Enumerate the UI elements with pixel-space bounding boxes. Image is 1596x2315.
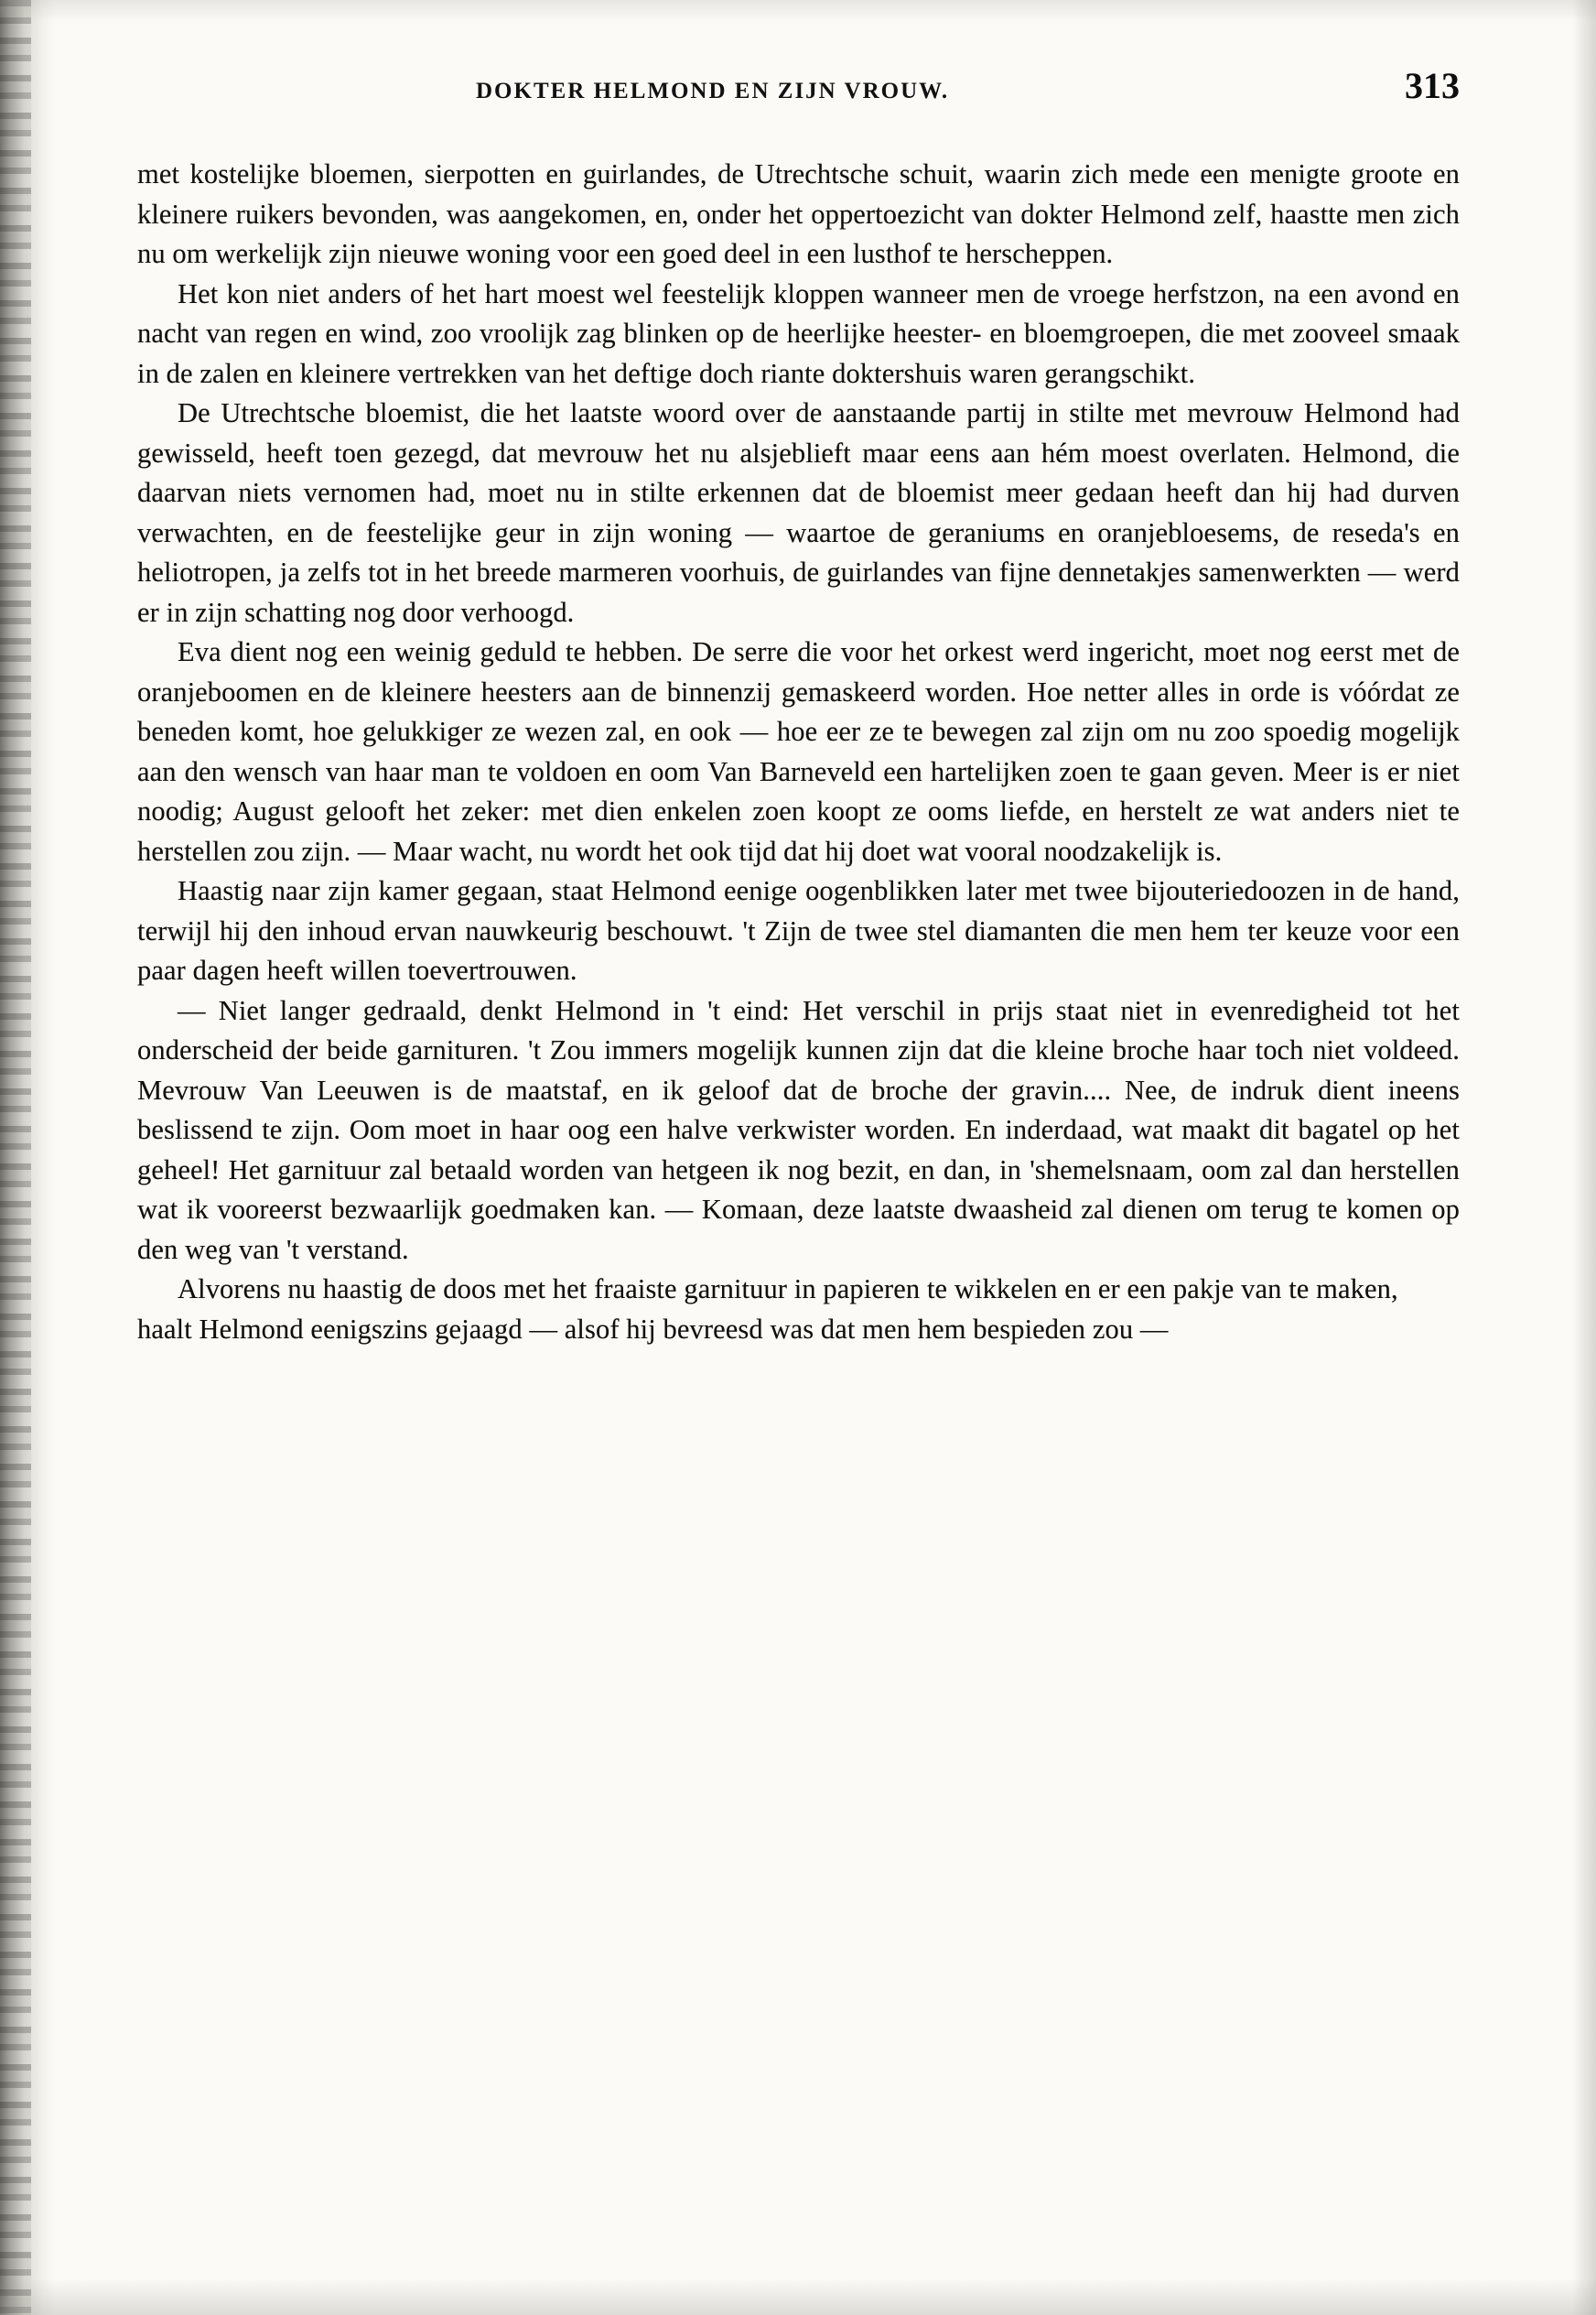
- page-gutter-shadow: [0, 0, 55, 2315]
- page-edge-bottom: [0, 2278, 1596, 2315]
- page-edge-top: [0, 0, 1596, 22]
- paragraph: Eva dient nog een weinig geduld te hebben. De serre die voor het orkest werd ingericht, moet nog eerst met de oranjeboomen en de kleinere heesters aan de binnenzij gemaskeerd worden. Hoe netter alles in orde is vóórdat ze beneden komt, hoe gelukkiger ze wezen zal, en ook — hoe eer ze te bewegen zal zijn om nu zoo spoedig mogelijk aan den wensch van haar man te voldoen en oom Van Barneveld een hartelijken zoen te gaan geven. Meer is er niet noodig; August gelooft het zeker: met dien enkelen zoen koopt ze ooms liefde, en herstelt ze wat anders niet te herstellen zou zijn. — Maar wacht, nu wordt het ook tijd dat hij doet wat vooral noodzakelijk is.: [137, 636, 1460, 867]
- paragraph: met kostelijke bloemen, sierpotten en guirlandes, de Utrechtsche schuit, waarin zich mede een menigte groote en kleinere ruikers bevonden, was aangekomen, en, onder het oppertoezicht van dokter Helmond zelf, haastte men zich nu om werkelijk zijn nieuwe woning voor een goed deel in een lusthof te herscheppen.: [137, 158, 1460, 269]
- paragraph: — Niet langer gedraald, denkt Helmond in 't eind: Het verschil in prijs staat niet in evenredigheid tot het onderscheid der beide garnituren. 't Zou immers mogelijk kunnen zijn dat die kleine broche haar toch niet voldeed. Mevrouw Van Leeuwen is de maatstaf, en ik geloof dat de broche der gravin.... Nee, de indruk dient ineens beslissend te zijn. Oom moet in haar oog een halve verkwister worden. En inderdaad, wat maakt dit bagatel op het geheel! Het garnituur zal betaald worden van hetgeen ik nog bezit, en dan, in 'shemelsnaam, oom zal dan herstellen wat ik vooreerst bezwaarlijk goedmaken kan. — Komaan, deze laatste dwaasheid zal dienen om terug te komen op den weg van 't verstand.: [137, 994, 1460, 1265]
- running-title: DOKTER HELMOND EN ZIJN VROUW.: [476, 79, 950, 103]
- paragraph: Alvorens nu haastig de doos met het fraaiste garnituur in papieren te wikkelen en er een pakje van te maken, haalt Helmond eenigszins gejaagd — alsof hij bevreesd was dat men hem bespieden zou —: [137, 1273, 1398, 1345]
- paragraph: De Utrechtsche bloemist, die het laatste woord over de aanstaande partij in stilte met mevrouw Helmond had gewisseld, heeft toen gezegd, dat mevrouw het nu alsjeblieft maar eens aan hém moest overlaten. Helmond, die daarvan niets vernomen had, moet nu in stilte erkennen dat de bloemist meer gedaan heeft dan hij had durven verwachten, en de feestelijke geur in zijn woning — waartoe de geraniums en oranjebloesems, de reseda's en heliotropen, ja zelfs tot in het breede marmeren voorhuis, de guirlandes van fijne dennetakjes samenwerkten — werd er in zijn schatting nog door verhoogd.: [137, 397, 1460, 628]
- running-head: [137, 64, 1460, 107]
- page-number: 313: [1405, 65, 1460, 106]
- paragraph: Haastig naar zijn kamer gegaan, staat Helmond eenige oogenblikken later met twee bijouteriedoozen in de hand, terwijl hij den inhoud ervan nauwkeurig beschouwt. 't Zijn de twee stel diamanten die men hem ter keuze voor een paar dagen heeft willen toevertrouwen.: [137, 875, 1460, 986]
- page-binding-speckle: [0, 0, 31, 2315]
- page-content: [137, 64, 1460, 1349]
- page-edge-right: [1572, 0, 1596, 2315]
- body-text: [137, 155, 1460, 1349]
- paragraph: Het kon niet anders of het hart moest wel feestelijk kloppen wanneer men de vroege herfstzon, na een avond en nacht van regen en wind, zoo vroolijk zag blinken op de heerlijke heester- en bloemgroepen, die met zooveel smaak in de zalen en kleinere vertrekken van het deftige doch riante doktershuis waren gerangschikt.: [137, 277, 1460, 389]
